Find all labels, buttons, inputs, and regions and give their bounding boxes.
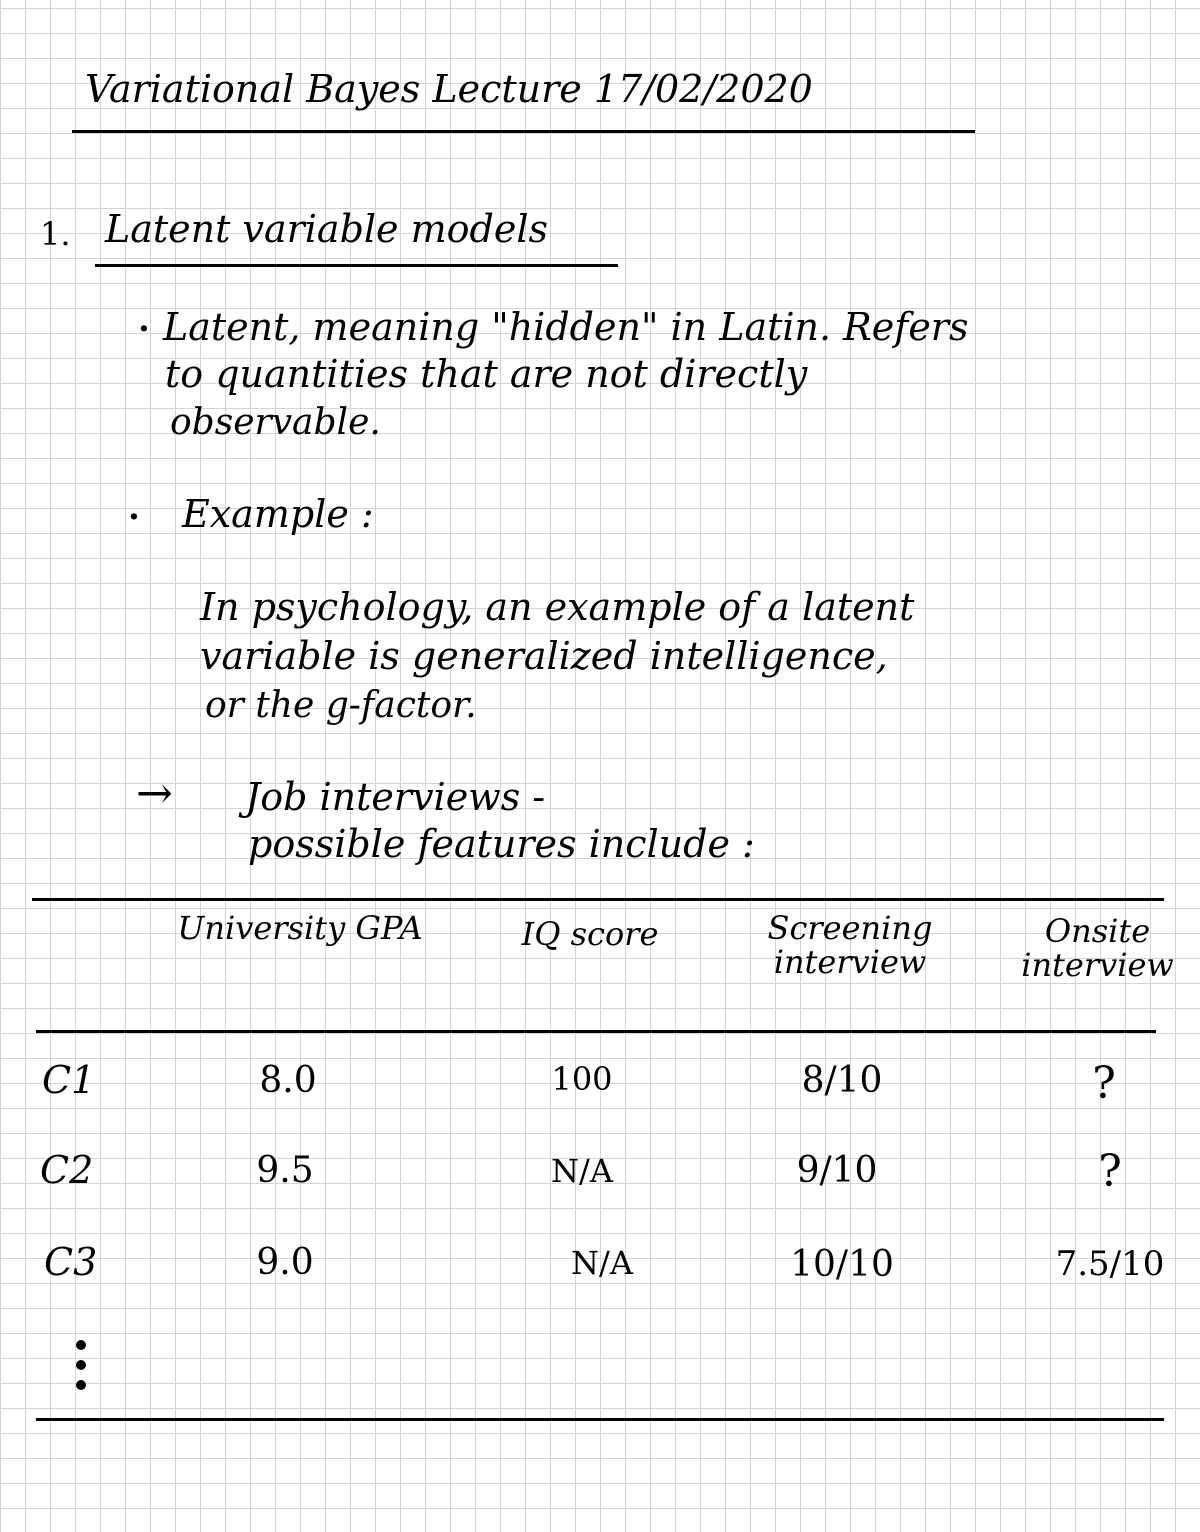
cell-c1-iq: 100 (551, 1060, 613, 1098)
title-underline (72, 130, 975, 133)
cell-c1-screening: 8/10 (801, 1060, 883, 1101)
bullet-1-line-1: Latent, meaning "hidden" in Latin. Refers (163, 305, 969, 349)
row-label-c1: C1 (42, 1058, 96, 1102)
page-title: Variational Bayes Lecture 17/02/2020 (85, 67, 813, 111)
example-label: Example : (182, 492, 374, 536)
example-line-1: In psychology, an example of a latent (200, 585, 915, 629)
header-university-gpa: University GPA (177, 909, 423, 947)
section-underline (95, 264, 618, 267)
header-screening-interview: Screening interview (767, 909, 933, 981)
cell-c3-gpa: 9.0 (256, 1242, 314, 1283)
bullet-2-marker: · (128, 497, 140, 537)
row-label-c3: C3 (44, 1240, 98, 1284)
cell-c1-onsite: ? (1092, 1058, 1116, 1109)
table-top-rule (32, 898, 1164, 901)
continuation-dots-icon (76, 1340, 90, 1400)
arrow-line-1: Job interviews - (245, 775, 546, 819)
cell-c3-onsite: 7.5/10 (1055, 1244, 1165, 1284)
continuation-symbol (98, 1350, 99, 1351)
header-iq-score: IQ score (521, 915, 659, 953)
cell-c3-screening: 10/10 (790, 1244, 894, 1285)
section-number: 1. (40, 215, 71, 253)
bullet-1-line-3: observable. (170, 402, 381, 443)
cell-c1-gpa: 8.0 (259, 1060, 317, 1101)
cell-c3-iq: N/A (571, 1244, 633, 1282)
bullet-1-line-2: to quantities that are not directly (165, 352, 808, 396)
bullet-1-marker: · (138, 309, 150, 349)
section-title: Latent variable models (105, 207, 548, 251)
header-onsite-interview: Onsite interview (1021, 912, 1174, 984)
arrow-line-2: possible features include : (248, 822, 755, 866)
cell-c2-onsite: ? (1098, 1146, 1122, 1197)
row-label-c2: C2 (40, 1148, 94, 1192)
example-line-2: variable is generalized intelligence, (200, 634, 888, 678)
table-bottom-rule (36, 1418, 1164, 1421)
cell-c2-iq: N/A (551, 1152, 613, 1190)
cell-c2-gpa: 9.5 (256, 1150, 314, 1191)
arrow-icon: → (136, 768, 173, 819)
cell-c2-screening: 9/10 (796, 1150, 878, 1191)
table-header-rule (36, 1030, 1156, 1033)
example-line-3: or the g-factor. (205, 685, 477, 726)
